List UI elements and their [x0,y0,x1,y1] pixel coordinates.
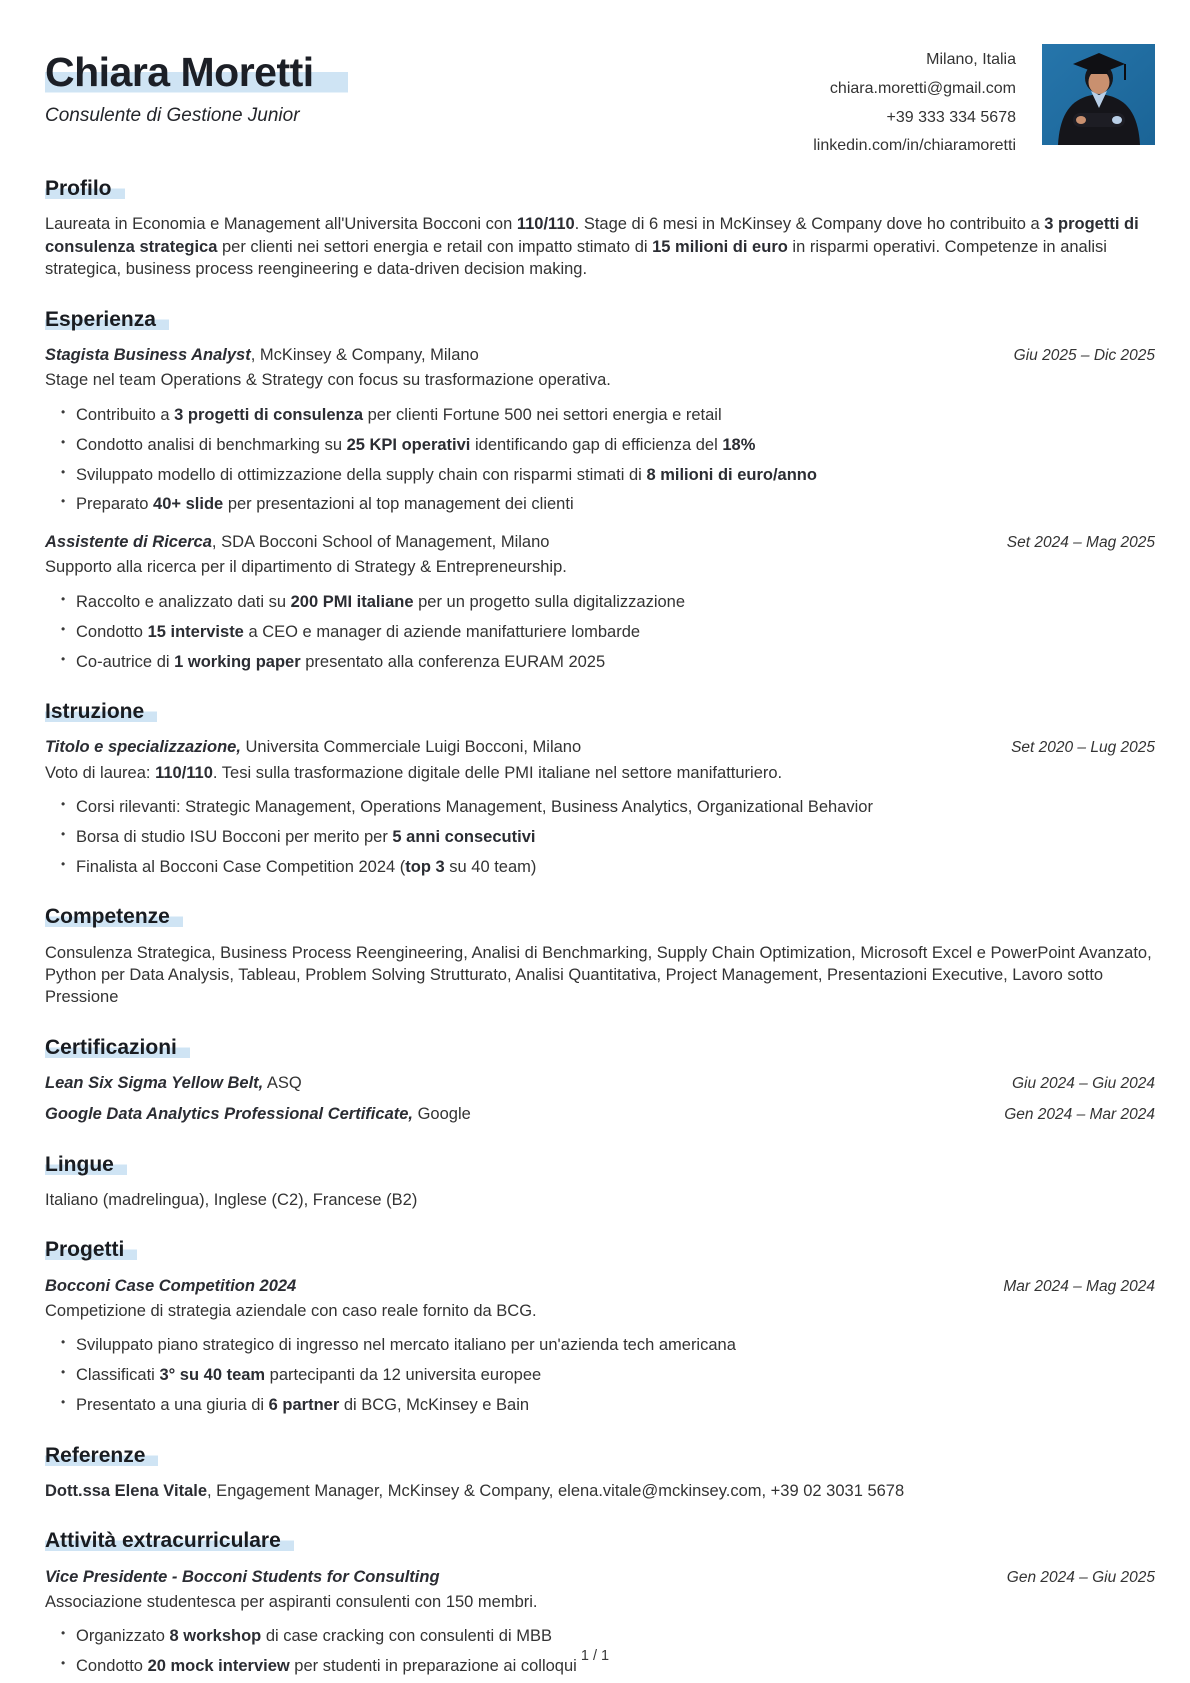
entry-head [45,344,1155,366]
section-profilo [45,177,1155,280]
bullet-item: • Contribuito a 3 progetti di consulenza per clienti Fortune 500 nei settori energia e retail [76,404,1155,426]
section-title-profilo-text: Profilo [45,177,125,200]
languages-list: Italiano (madrelingua), Inglese (C2), Francese (B2) [45,1191,418,1210]
bullet-item: • Co-autrice di 1 working paper presentato alla conferenza EURAM 2025 [76,651,1155,673]
entry-head [45,736,1155,758]
certification-org: ASQ [263,1074,302,1093]
section-title-competenze [45,905,1155,929]
certification-org: Google [413,1105,471,1124]
entry-title [45,1275,296,1297]
section-certificazioni [45,1036,1155,1126]
school-name: Universita Commerciale Luigi Bocconi, Milano [240,738,582,757]
section-title-istruzione-text: Istruzione [45,700,157,723]
experience-entry-1 [45,344,1155,516]
education-dates: Set 2020 – Lug 2025 [1011,739,1155,757]
section-title-referenze [45,1444,1155,1468]
entry-title [45,1103,471,1125]
job-title: Stagista Business Analyst [45,345,251,364]
identity-block [45,44,348,129]
project-title: Bocconi Case Competition 2024 [45,1276,297,1295]
profile-photo [1042,44,1155,145]
certification-entry-1 [45,1072,1155,1094]
certification-entry-2 [45,1103,1155,1125]
job-dates: Giu 2025 – Dic 2025 [1013,346,1155,364]
certification-dates: Giu 2024 – Giu 2024 [1011,1075,1155,1093]
bullet-item: • Sviluppato modello di ottimizzazione della supply chain con risparmi stimati di 8 milioni di euro/anno [76,464,1155,486]
candidate-job-title: Consulente di Gestione Junior [45,104,300,126]
bullet-item: • Finalista al Bocconi Case Competition 2024 (top 3 su 40 team) [76,856,1155,878]
section-title-esperienza-text: Esperienza [45,308,169,331]
header [45,44,1155,161]
entry-title [45,1072,302,1094]
job-dates: Set 2024 – Mag 2025 [1006,533,1155,551]
entry-head [45,1072,1155,1094]
entry-head [45,1103,1155,1125]
entry-title [45,1566,440,1588]
section-title-certificazioni-text: Certificazioni [45,1036,190,1059]
activity-title: Vice Presidente - Bocconi Students for Consulting [45,1567,440,1586]
section-title-esperienza [45,308,1155,332]
section-lingue [45,1153,1155,1212]
education-entry [45,736,1155,878]
candidate-name-text: Chiara Moretti [45,49,348,95]
entry-head [45,1566,1155,1588]
bullet-item: • Classificati 3° su 40 team partecipanti da 12 universita europee [76,1364,1155,1386]
project-entry [45,1275,1155,1417]
certification-title: Lean Six Sigma Yellow Belt, [45,1074,264,1093]
project-dates: Mar 2024 – Mag 2024 [1003,1277,1155,1295]
bullet-item: • Preparato 40+ slide per presentazioni al top management dei clienti [76,493,1155,515]
entry-head [45,1275,1155,1297]
contact-block [813,44,1016,161]
degree-title: Titolo e specializzazione, [45,738,241,757]
project-description: Competizione di strategia aziendale con caso reale fornito da BCG. [45,1302,537,1321]
bullet-list [45,404,1155,516]
section-title-lingue-text: Lingue [45,1153,127,1176]
section-competenze [45,905,1155,1008]
section-title-referenze-text: Referenze [45,1444,158,1467]
activity-dates: Gen 2024 – Giu 2025 [1006,1568,1155,1586]
bullet-item: • Condotto 15 interviste a CEO e manager di aziende manifatturiere lombarde [76,621,1155,643]
section-referenze [45,1444,1155,1503]
section-title-progetti-text: Progetti [45,1238,137,1261]
contact-location: Milano, Italia [926,51,1016,68]
certification-title: Google Data Analytics Professional Certificate, [45,1105,413,1124]
bullet-item: • Condotto 20 mock interview per studenti in preparazione ai colloqui [76,1655,1155,1677]
job-org: , McKinsey & Company, Milano [250,345,479,364]
bullet-item: • Corsi rilevanti: Strategic Management, Operations Management, Business Analytics, Organizational Behavior [76,796,1155,818]
contact-email: chiara.moretti@gmail.com [829,79,1016,97]
bullet-list [45,591,1155,673]
section-title-istruzione [45,700,1155,724]
bullet-item: • Raccolto e analizzato dati su 200 PMI italiane per un progetto sulla digitalizzazione [76,591,1155,613]
bullet-list [45,1334,1155,1416]
section-title-attivita-text: Attività extracurriculare [45,1529,294,1552]
skills-list: Consulenza Strategica, Business Process Reengineering, Analisi di Benchmarking, Supply Chain Optimization, Microsoft Excel e PowerPoint Avanzato, Python per Data Analysis, Tableau, Problem Solving Strutturato, Analisi Quantitativa, Project Management, Presentazioni Executive, Lavoro sotto Pressione [45,943,1152,1007]
job-title: Assistente di Ricerca [45,532,212,551]
section-title-progetti [45,1238,1155,1262]
bullet-item: • Sviluppato piano strategico di ingresso nel mercato italiano per un'azienda tech americana [76,1334,1155,1356]
activity-description: Associazione studentesca per aspiranti consulenti con 150 membri. [45,1592,538,1611]
contact-area [813,44,1155,161]
entry-head [45,531,1155,553]
contact-phone: +39 333 334 5678 [886,108,1016,126]
entry-title [45,344,479,366]
certification-dates: Gen 2024 – Mar 2024 [1004,1106,1155,1124]
reference-line: Dott.ssa Elena Vitale, Engagement Manager, McKinsey & Company, elena.vitale@mckinsey.com, +39 02 3031 5678 [45,1481,905,1500]
section-title-certificazioni [45,1036,1155,1060]
section-title-competenze-text: Competenze [45,905,183,928]
bullet-item: • Organizzato 8 workshop di case cracking con consulenti di MBB [76,1625,1155,1647]
bullet-list [45,796,1155,878]
education-description: Voto di laurea: 110/110. Tesi sulla trasformazione digitale delle PMI italiane nel settore manifatturiero. [45,763,783,782]
bullet-item: • Borsa di studio ISU Bocconi per merito per 5 anni consecutivi [76,826,1155,848]
section-esperienza [45,308,1155,673]
entry-title [45,531,549,553]
section-title-attivita [45,1529,1155,1553]
job-description: Stage nel team Operations & Strategy con focus su trasformazione operativa. [45,371,611,390]
section-title-profilo [45,177,1155,201]
candidate-name [45,50,348,96]
profile-summary: Laureata in Economia e Management all'Universita Bocconi con 110/110. Stage di 6 mesi in McKinsey & Company dove ho contribuito a 3 progetti di consulenza strategica per clienti nei settori energia e retail con impatto stimato di 15 milioni di euro in risparmi operativi. Competenze in analisi strategica, business process reengineering e data-driven decision making. [45,215,1139,279]
bullet-item: • Condotto analisi di benchmarking su 25 KPI operativi identificando gap di efficienza del 18% [76,434,1155,456]
section-istruzione [45,700,1155,878]
job-description: Supporto alla ricerca per il dipartimento di Strategy & Entrepreneurship. [45,558,567,577]
section-progetti [45,1238,1155,1416]
bullet-item: • Presentato a una giuria di 6 partner di BCG, McKinsey e Bain [76,1394,1155,1416]
entry-title [45,736,581,758]
page-number: 1 / 1 [580,1648,610,1665]
job-org: , SDA Bocconi School of Management, Milano [211,532,550,551]
section-title-lingue [45,1153,1155,1177]
experience-entry-2 [45,531,1155,673]
contact-linkedin: linkedin.com/in/chiaramoretti [813,137,1016,155]
